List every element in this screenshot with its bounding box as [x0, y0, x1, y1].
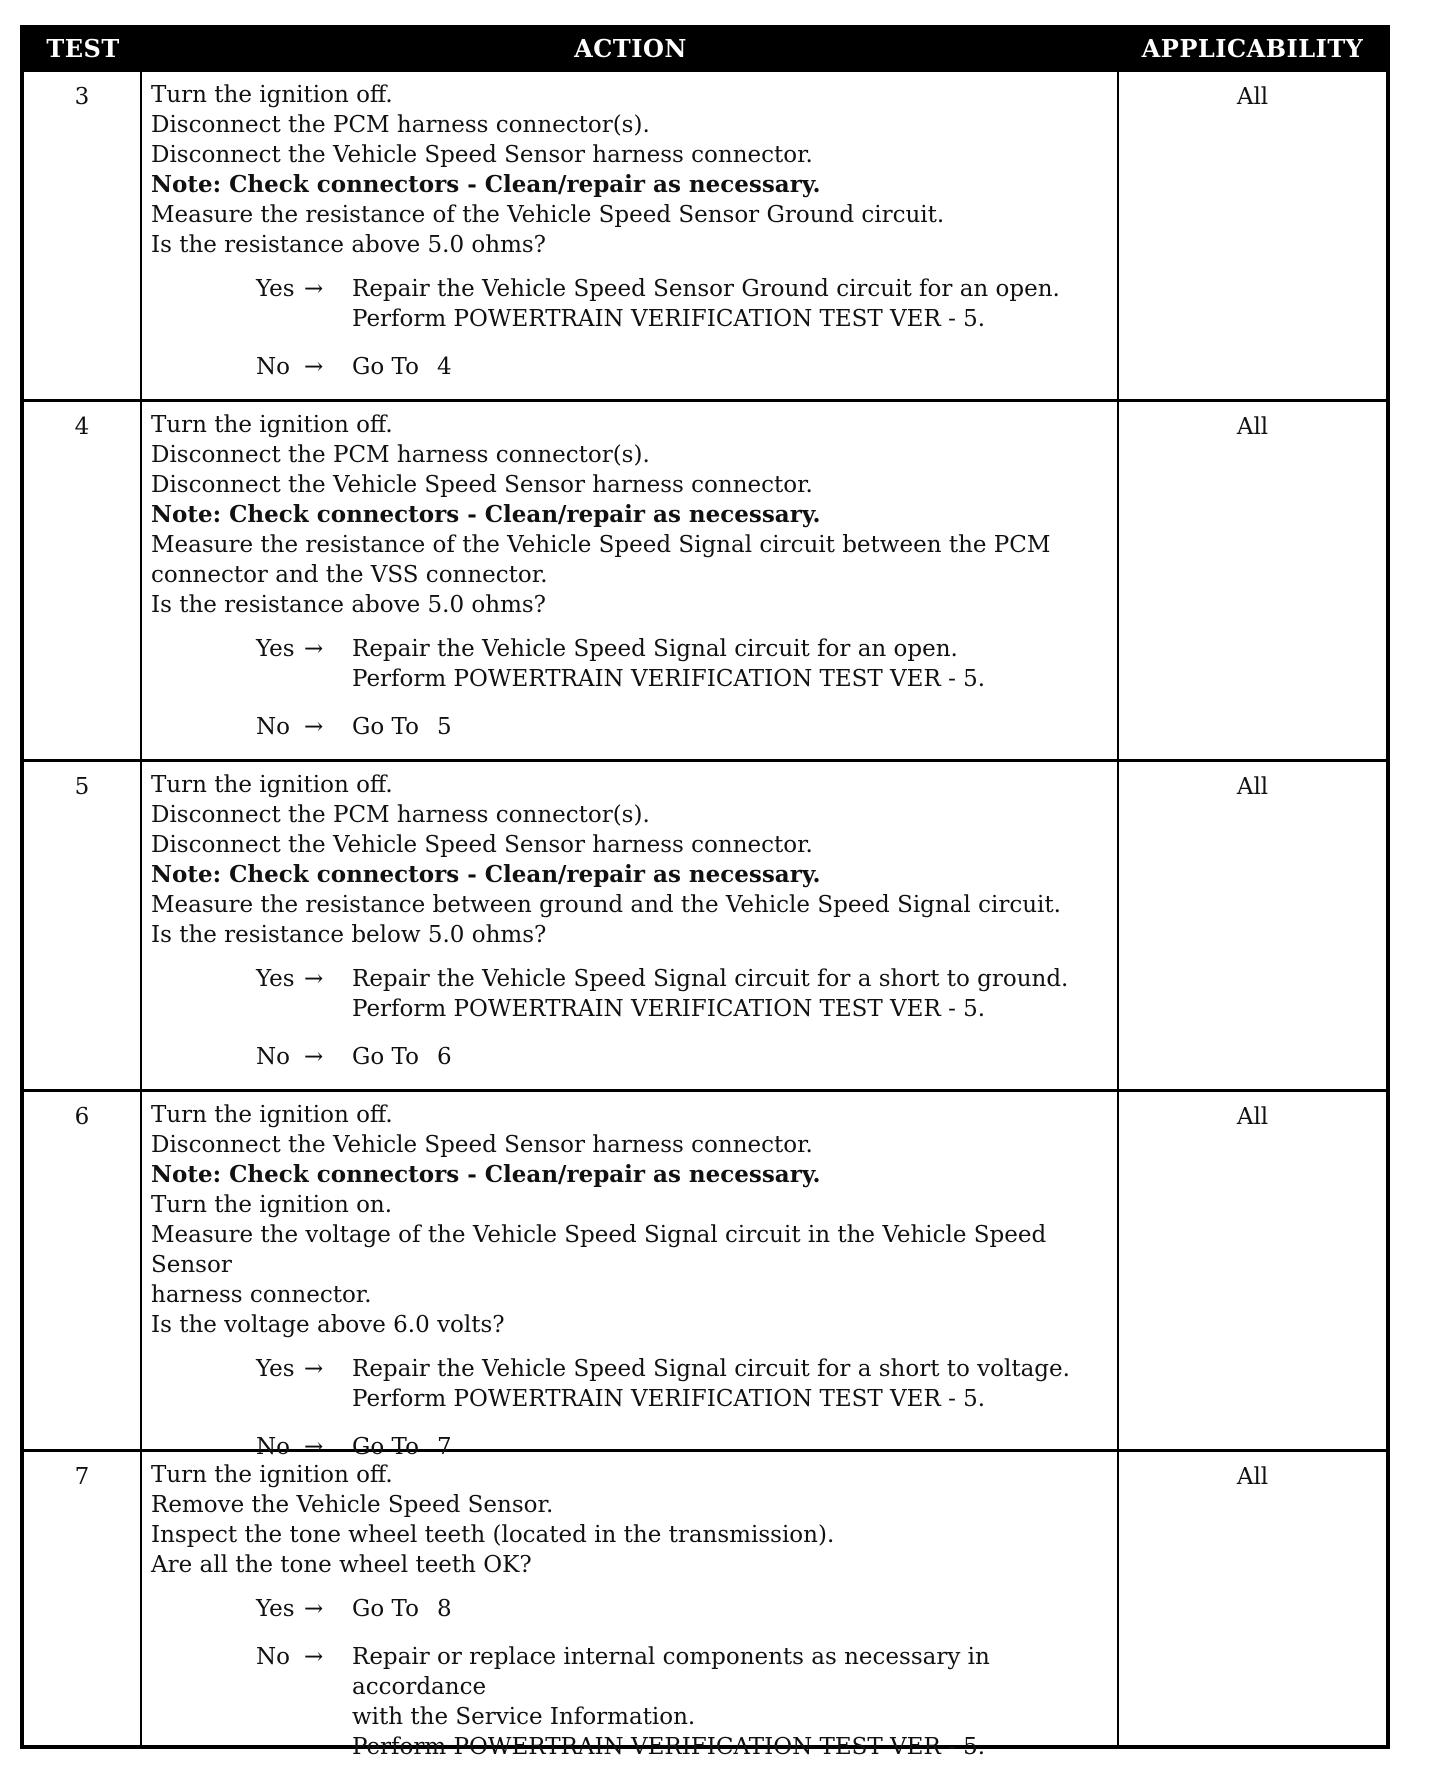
note-text: Note: Check connectors - Clean/repair as necessary. [151, 501, 821, 528]
result-line: Perform POWERTRAIN VERIFICATION TEST VER - 5. [352, 1734, 986, 1760]
yes-outcome [151, 964, 1105, 1024]
arrow-icon: → [304, 966, 324, 992]
header-applicability: APPLICABILITY [1141, 34, 1364, 63]
applicability-value: All [1236, 414, 1269, 440]
yes-outcome [151, 1594, 1105, 1624]
question-text: Is the voltage above 6.0 volts? [151, 1312, 505, 1338]
question-text: Are all the tone wheel teeth OK? [151, 1552, 532, 1578]
note-text: Note: Check connectors - Clean/repair as necessary. [151, 1161, 821, 1188]
step-text: Disconnect the PCM harness connector(s). [151, 112, 650, 138]
yes-outcome [151, 274, 1105, 334]
no-result [352, 712, 1105, 742]
no-outcome [151, 352, 1105, 382]
action-cell [142, 72, 1119, 399]
step-text: Disconnect the Vehicle Speed Sensor harness connector. [151, 1132, 813, 1158]
goto-number: 8 [436, 1596, 452, 1622]
no-result [352, 352, 1105, 382]
yes-result [352, 634, 1105, 694]
goto-number: 4 [436, 354, 452, 380]
step-text: Turn the ignition on. [151, 1192, 393, 1218]
yes-result [352, 1594, 1105, 1624]
step-text: Disconnect the PCM harness connector(s). [151, 442, 650, 468]
step-text: Disconnect the Vehicle Speed Sensor harness connector. [151, 472, 813, 498]
goto-text: Go To [352, 1596, 419, 1622]
applicability-value: All [1236, 84, 1269, 110]
no-outcome [151, 1642, 1105, 1762]
step-text: Turn the ignition off. [151, 772, 393, 798]
test-number: 6 [24, 1092, 142, 1449]
goto-number: 6 [436, 1044, 452, 1070]
step-text: Measure the resistance of the Vehicle Speed Signal circuit between the PCM [151, 532, 1051, 558]
no-result [352, 1042, 1105, 1072]
applicability-value: All [1236, 1104, 1269, 1130]
step-text: Turn the ignition off. [151, 1462, 393, 1488]
step-text: Turn the ignition off. [151, 82, 393, 108]
yes-result [352, 274, 1105, 334]
yes-label: Yes [256, 966, 295, 992]
question-text: Is the resistance above 5.0 ohms? [151, 592, 547, 618]
table-row [24, 69, 1386, 399]
step-text: Turn the ignition off. [151, 1102, 393, 1128]
goto-number: 5 [436, 714, 452, 740]
arrow-icon: → [304, 354, 324, 380]
result-line: Repair the Vehicle Speed Sensor Ground circuit for an open. [352, 276, 1060, 302]
step-text: Inspect the tone wheel teeth (located in the transmission). [151, 1522, 835, 1548]
yes-result [352, 1354, 1105, 1414]
action-cell [142, 1452, 1119, 1760]
table-header [24, 29, 1386, 69]
step-text: Measure the resistance of the Vehicle Speed Sensor Ground circuit. [151, 202, 945, 228]
goto-text: Go To [352, 354, 419, 380]
test-number: 4 [24, 402, 142, 759]
yes-label: Yes [256, 276, 295, 302]
arrow-icon: → [304, 1044, 324, 1070]
test-number: 5 [24, 762, 142, 1089]
yes-outcome [151, 634, 1105, 694]
step-text: Turn the ignition off. [151, 412, 393, 438]
diagnostic-table [20, 25, 1390, 1760]
arrow-icon: → [304, 1356, 324, 1382]
header-test: TEST [46, 34, 120, 63]
result-line: Perform POWERTRAIN VERIFICATION TEST VER - 5. [352, 666, 986, 692]
goto-number: 7 [436, 1434, 452, 1460]
step-text: Remove the Vehicle Speed Sensor. [151, 1492, 554, 1518]
step-text: Measure the resistance between ground and the Vehicle Speed Signal circuit. [151, 892, 1061, 918]
step-text: harness connector. [151, 1282, 372, 1308]
result-line: Repair the Vehicle Speed Signal circuit for a short to voltage. [352, 1356, 1070, 1382]
table-row [24, 1089, 1386, 1460]
step-text: Disconnect the Vehicle Speed Sensor harness connector. [151, 142, 813, 168]
no-result [352, 1642, 1105, 1762]
no-label: No [256, 354, 290, 380]
result-line: Repair or replace internal components as necessary in accordance [352, 1644, 990, 1700]
arrow-icon: → [304, 1644, 324, 1670]
arrow-icon: → [304, 276, 324, 302]
table-row [24, 759, 1386, 1089]
result-line: Repair the Vehicle Speed Signal circuit for a short to ground. [352, 966, 1069, 992]
step-text: Measure the voltage of the Vehicle Speed Signal circuit in the Vehicle Speed Sensor [151, 1222, 1047, 1278]
goto-text: Go To [352, 1044, 419, 1070]
no-outcome [151, 1042, 1105, 1072]
no-label: No [256, 714, 290, 740]
question-text: Is the resistance above 5.0 ohms? [151, 232, 547, 258]
no-outcome [151, 712, 1105, 742]
arrow-icon: → [304, 714, 324, 740]
action-cell [142, 402, 1119, 759]
no-label: No [256, 1044, 290, 1070]
arrow-icon: → [304, 1596, 324, 1622]
yes-label: Yes [256, 1356, 295, 1382]
no-label: No [256, 1644, 290, 1670]
step-text: Disconnect the PCM harness connector(s). [151, 802, 650, 828]
result-line: Perform POWERTRAIN VERIFICATION TEST VER - 5. [352, 306, 986, 332]
arrow-icon: → [304, 1434, 324, 1460]
test-number: 7 [24, 1452, 142, 1749]
applicability-value: All [1236, 774, 1269, 800]
table-row [24, 1449, 1386, 1760]
no-label: No [256, 1434, 290, 1460]
note-text: Note: Check connectors - Clean/repair as necessary. [151, 171, 821, 198]
yes-label: Yes [256, 1596, 295, 1622]
step-text: Disconnect the Vehicle Speed Sensor harness connector. [151, 832, 813, 858]
step-text: connector and the VSS connector. [151, 562, 548, 588]
action-cell [142, 762, 1119, 1089]
yes-result [352, 964, 1105, 1024]
result-line: Repair the Vehicle Speed Signal circuit for an open. [352, 636, 958, 662]
action-cell [142, 1092, 1119, 1460]
arrow-icon: → [304, 636, 324, 662]
table-row [24, 399, 1386, 759]
header-action: ACTION [574, 34, 687, 63]
result-line: Perform POWERTRAIN VERIFICATION TEST VER - 5. [352, 996, 986, 1022]
applicability-value: All [1236, 1464, 1269, 1490]
test-number: 3 [24, 72, 142, 399]
question-text: Is the resistance below 5.0 ohms? [151, 922, 547, 948]
goto-text: Go To [352, 714, 419, 740]
result-line: Perform POWERTRAIN VERIFICATION TEST VER - 5. [352, 1386, 986, 1412]
result-line: with the Service Information. [352, 1704, 696, 1730]
yes-outcome [151, 1354, 1105, 1414]
note-text: Note: Check connectors - Clean/repair as necessary. [151, 861, 821, 888]
goto-text: Go To [352, 1434, 419, 1460]
yes-label: Yes [256, 636, 295, 662]
